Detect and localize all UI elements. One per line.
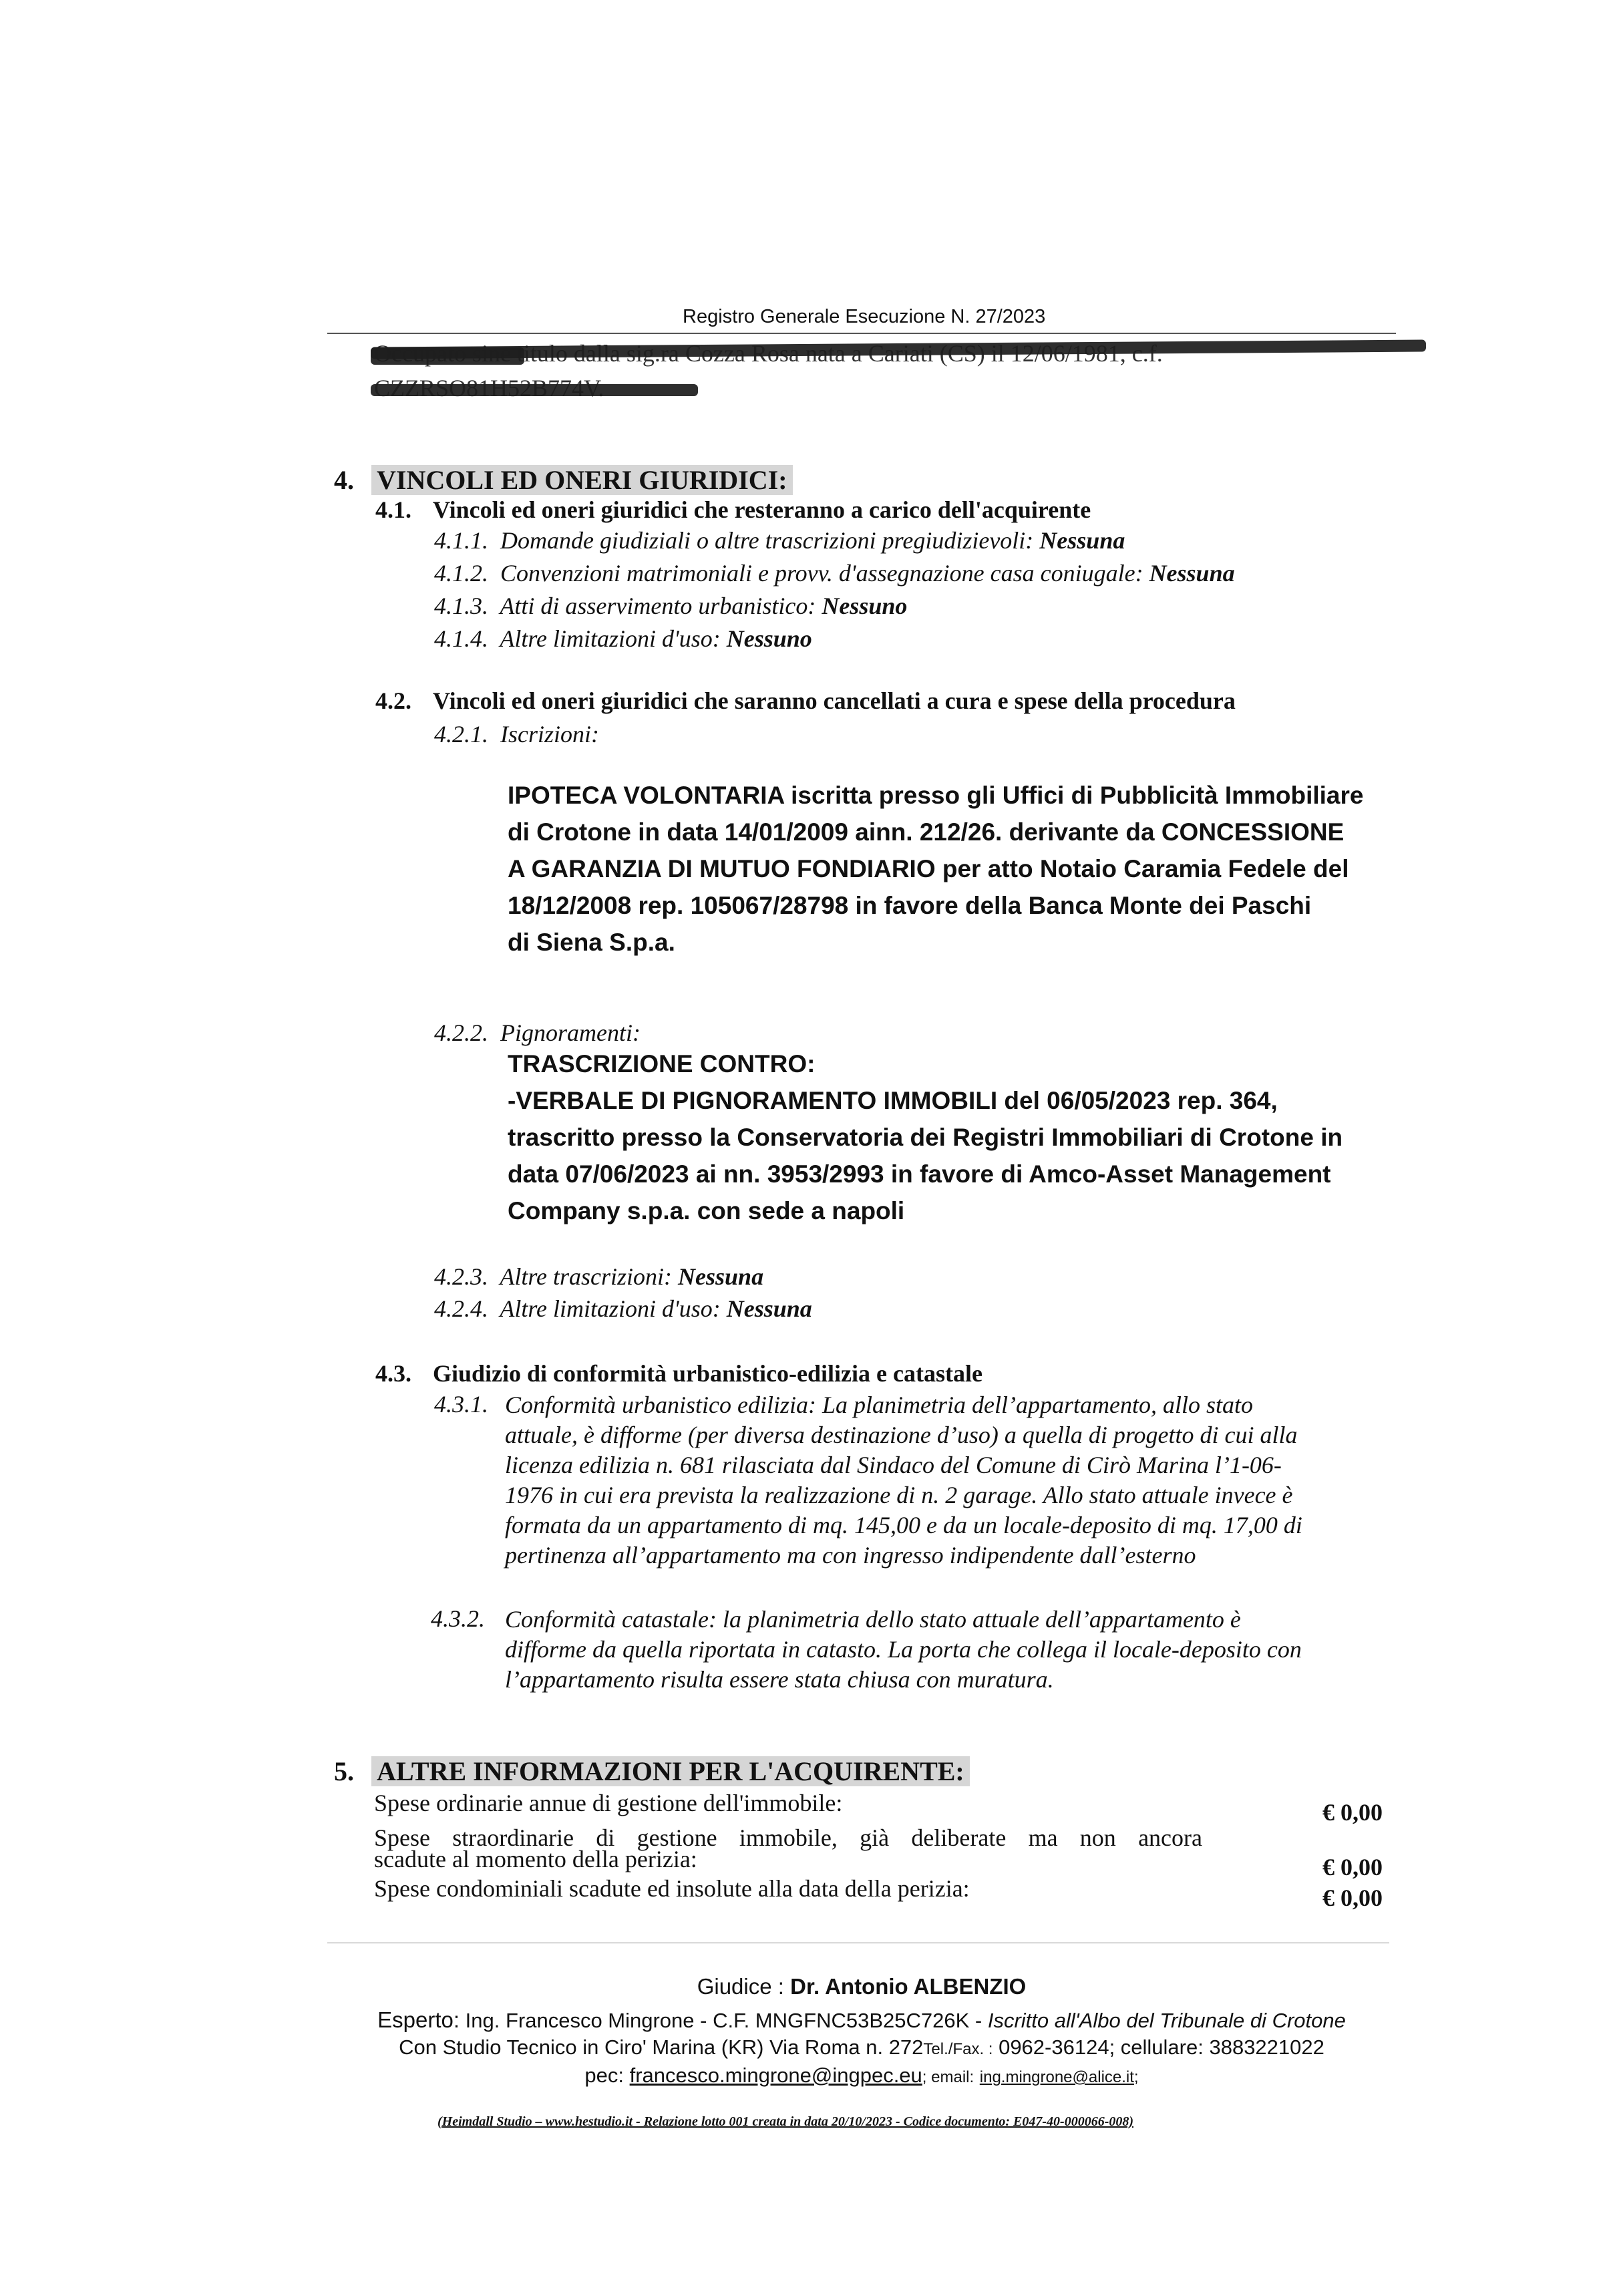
- contact-line: pec: francesco.mingrone@ingpec.eu; email: ing.mingrone@alice.it;: [584, 2064, 1139, 2087]
- expense-row-2-label: Spese straordinarie di gestione immobile, già deliberate ma non ancora: [374, 1824, 1202, 1851]
- item-4-1-4: 4.1.4. Altre limitazioni d'uso: Nessuno: [434, 625, 812, 652]
- expense-row-3-label: Spese condominiali scadute ed insolute alla data della perizia:: [374, 1875, 970, 1902]
- pignoramenti-text: TRASCRIZIONE CONTRO: -VERBALE DI PIGNORAMENTO IMMOBILI del 06/05/2023 rep. 364, trascritto presso la Conservatoria dei Registri Immobiliari di Crotone in data 07/06/2023 ai nn. 3953/2993 in favore di Amco-Asset Management Company s.p.a. con sede a napoli: [508, 1050, 1343, 1224]
- section-4-2-title: Vincoli ed oneri giuridici che saranno cancellati a cura e spese della procedura: [433, 687, 1236, 714]
- section-4-3-number: 4.3.: [375, 1360, 411, 1387]
- expert-line: Esperto: Ing. Francesco Mingrone - C.F. MNGFNC53B25C726K - Iscritto all'Albo del Tribunale di Crotone: [377, 2007, 1346, 2032]
- item-4-2-1: 4.2.1. Iscrizioni:: [434, 721, 599, 748]
- expense-row-3-amount: € 0,00: [1322, 1884, 1383, 1911]
- section-5-title: ALTRE INFORMAZIONI PER L'ACQUIRENTE:: [371, 1756, 970, 1787]
- section-4-1-number: 4.1.: [375, 496, 411, 523]
- item-4-2-3: 4.2.3. Altre trascrizioni: Nessuna: [434, 1263, 764, 1290]
- item-4-3-2-number: 4.3.2.: [431, 1605, 485, 1632]
- studio-line: Con Studio Tecnico in Ciro' Marina (KR) Via Roma n. 272Tel./Fax. : 0962-36124; cellulare: 3883221022: [399, 2035, 1324, 2059]
- item-4-1-1: 4.1.1. Domande giudiziali o altre trascrizioni pregiudizievoli: Nessuna: [434, 527, 1125, 554]
- email-link[interactable]: ing.mingrone@alice.it: [979, 2068, 1134, 2086]
- item-4-1-2: 4.1.2. Convenzioni matrimoniali e provv. d'assegnazione casa coniugale: Nessuna: [434, 560, 1235, 587]
- section-4-2-number: 4.2.: [375, 687, 411, 714]
- item-4-2-4: 4.2.4. Altre limitazioni d'uso: Nessuna: [434, 1295, 812, 1322]
- catastale-text: Conformità catastale: la planimetria dello stato attuale dell’appartamento è difforme da quella riportata in catasto. La porta che collega il locale-deposito con l’appartamento risulta essere stata chiusa con muratura.: [505, 1606, 1302, 1693]
- item-4-3-1-number: 4.3.1.: [434, 1391, 488, 1418]
- section-4-number: 4.: [334, 465, 354, 495]
- item-4-2-2: 4.2.2. Pignoramenti:: [434, 1019, 641, 1046]
- expense-row-1-amount: € 0,00: [1322, 1799, 1383, 1826]
- pec-link[interactable]: francesco.mingrone@ingpec.eu: [629, 2064, 922, 2087]
- section-4-1-title: Vincoli ed oneri giuridici che resteranno a carico dell'acquirente: [433, 496, 1091, 523]
- redaction-bar-1b: [371, 347, 524, 365]
- document-code-line: (Heimdall Studio – www.hestudio.it - Relazione lotto 001 creata in data 20/10/2023 - Codice documento: E047-40-000066-008): [437, 2114, 1134, 2129]
- page-header-title: Registro Generale Esecuzione N. 27/2023: [683, 306, 1046, 327]
- section-5-number: 5.: [334, 1756, 354, 1786]
- expense-row-2-amount: € 0,00: [1322, 1854, 1383, 1880]
- redaction-bar-2: [371, 384, 698, 396]
- section-4-title: VINCOLI ED ONERI GIURIDICI:: [371, 464, 793, 496]
- section-4-3-title: Giudizio di conformità urbanistico-edilizia e catastale: [433, 1360, 982, 1387]
- item-4-1-3: 4.1.3. Atti di asservimento urbanistico: Nessuno: [434, 593, 908, 619]
- urbanistica-text: Conformità urbanistico edilizia: La planimetria dell’appartamento, allo stato attuale, è difforme (per diversa destinazione d’uso) a quella di progetto di cui alla licenza edilizia n. 681 rilasciata dal Sindaco del Comune di Cirò Marina l’1-06- 1976 in cui era prevista la realizzazione di n. 2 garage. Allo stato attuale invece è formata da un appartamento di mq. 145,00 e da un locale-deposito di mq. 17,00 di pertinenza all’appartamento ma con ingresso indipendente dall’esterno: [505, 1391, 1302, 1569]
- judge-line: Giudice : Dr. Antonio ALBENZIO: [697, 1974, 1027, 1999]
- expense-row-2-label-cont: scadute al momento della perizia:: [374, 1846, 697, 1872]
- expense-row-1-label: Spese ordinarie annue di gestione dell'immobile:: [374, 1790, 843, 1816]
- iscrizioni-text: IPOTECA VOLONTARIA iscritta presso gli Uffici di Pubblicità Immobiliare di Crotone in data 14/01/2009 ainn. 212/26. derivante da CONCESSIONE A GARANZIA DI MUTUO FONDIARIO per atto Notaio Caramia Fedele del 18/12/2008 rep. 105067/28798 in favore della Banca Monte dei Paschi di Siena S.p.a.: [508, 782, 1364, 956]
- header-rule: [327, 333, 1396, 334]
